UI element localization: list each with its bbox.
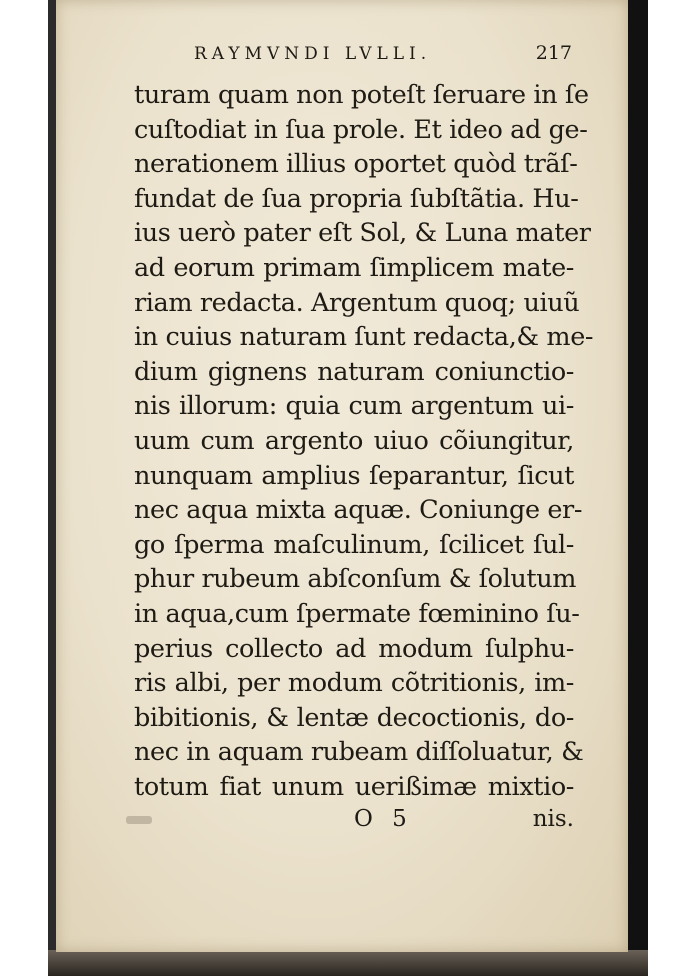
text-line: ris albi, per modum cõtritionis, im- bbox=[134, 668, 574, 699]
text-line: nec aqua mixta aquæ. Coniunge er- bbox=[134, 495, 583, 526]
text-line: nunquam amplius ſeparantur, ſicut bbox=[134, 460, 574, 491]
text-line: ius uerò pater eſt Sol, & Luna mater bbox=[134, 218, 591, 249]
text-line: go ſperma maſculinum, ſcilicet ſul- bbox=[134, 529, 574, 560]
text-line: riam redacta. Argentum quoq; uiuũ bbox=[134, 287, 580, 318]
page-footer bbox=[134, 804, 574, 844]
text-line: phur rubeum abſconſum & ſolutum bbox=[134, 564, 576, 595]
text-line: nec in aquam rubeam diſſoluatur, & bbox=[134, 737, 584, 768]
book-page bbox=[56, 0, 628, 952]
scan-border-bottom bbox=[48, 950, 648, 976]
text-line: in cuius naturam ſunt redacta,& me- bbox=[134, 322, 594, 353]
ink-stain bbox=[126, 816, 152, 824]
page-number: 217 bbox=[535, 42, 572, 64]
text-line: in aqua,cum ſpermate fœminino ſu- bbox=[134, 598, 580, 629]
text-line: turam quam non poteſt ſeruare in ſe bbox=[134, 80, 589, 110]
text-line: nerationem illius oportet quòd trãſ- bbox=[134, 149, 578, 180]
scan-border-right bbox=[628, 0, 648, 976]
catchword: nis. bbox=[532, 806, 574, 833]
running-title: RAYMVNDI LVLLI. bbox=[194, 44, 432, 64]
text-line: cuſtodiat in ſua prole. Et ideo ad ge- bbox=[134, 114, 588, 145]
text-line: perius collecto ad modum ſulphu- bbox=[134, 633, 574, 664]
text-line: uum cum argento uiuo cõiungitur, bbox=[134, 425, 574, 456]
text-line: fundat de ſua propria ſubſtãtia. Hu- bbox=[134, 183, 579, 214]
text-line: dium gignens naturam coniunctio- bbox=[134, 356, 574, 387]
text-line: nis illorum: quia cum argentum ui- bbox=[134, 391, 574, 422]
text-line: totum fiat unum uerißimæ mixtio- bbox=[134, 771, 574, 802]
running-head bbox=[134, 42, 574, 78]
scan-border-left bbox=[48, 0, 56, 976]
body-text bbox=[134, 78, 594, 804]
signature-mark: O 5 bbox=[354, 806, 413, 833]
text-line: ad eorum primam ſimplicem mate- bbox=[134, 252, 574, 283]
page-content bbox=[134, 42, 594, 844]
text-line: bibitionis, & lentæ decoctionis, do- bbox=[134, 702, 574, 733]
